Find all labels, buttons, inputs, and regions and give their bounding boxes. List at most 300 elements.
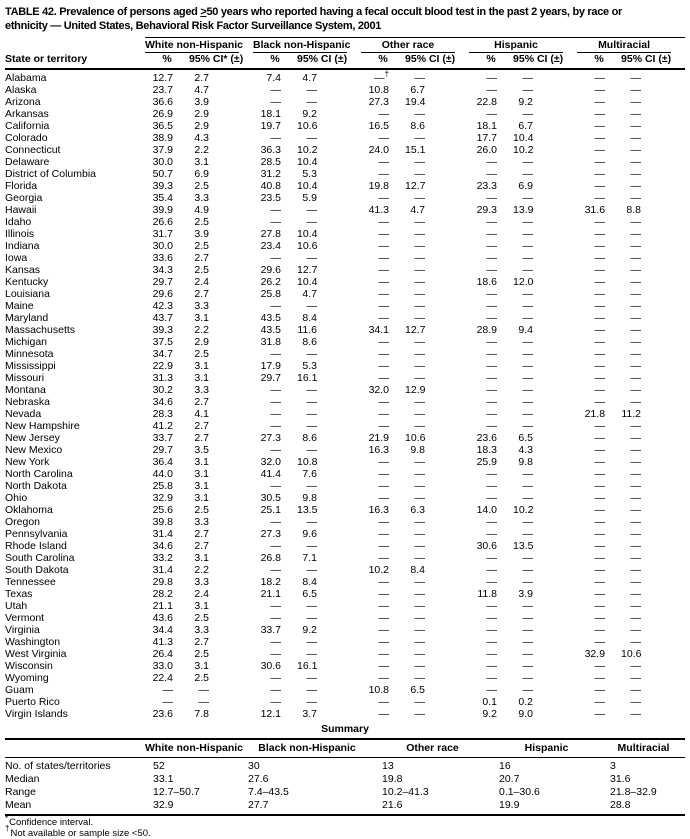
column-gap xyxy=(563,456,577,468)
state-name: Indiana xyxy=(5,240,145,252)
ci-value: 4.7 xyxy=(405,204,455,216)
percent-column-header: % xyxy=(253,53,297,70)
column-gap xyxy=(239,108,253,120)
column-gap xyxy=(239,396,253,408)
ci-value: 3.1 xyxy=(189,492,239,504)
column-gap xyxy=(563,69,577,84)
ci-value: 4.7 xyxy=(297,288,347,300)
ci-value: — xyxy=(297,396,347,408)
pct-value: — xyxy=(469,372,513,384)
ci-value: 3.3 xyxy=(189,384,239,396)
column-gap xyxy=(563,540,577,552)
column-gap xyxy=(239,456,253,468)
column-gap xyxy=(239,516,253,528)
table-row xyxy=(5,348,685,360)
column-gap xyxy=(563,552,577,564)
column-group-hispanic: Hispanic xyxy=(469,38,563,53)
ci-value: 5.3 xyxy=(297,168,347,180)
pct-value: — xyxy=(469,624,513,636)
column-gap xyxy=(347,324,361,336)
column-gap xyxy=(563,324,577,336)
state-name: Michigan xyxy=(5,336,145,348)
state-name: Louisiana xyxy=(5,288,145,300)
column-gap xyxy=(347,636,361,648)
ci-value: — xyxy=(513,108,563,120)
column-gap xyxy=(239,696,253,708)
pct-value: 40.8 xyxy=(253,180,297,192)
ci-value: — xyxy=(405,612,455,624)
dagger-footnote-marker: † xyxy=(5,824,9,833)
pct-value: — xyxy=(253,612,297,624)
pct-value: — xyxy=(469,168,513,180)
column-gap xyxy=(239,132,253,144)
column-gap xyxy=(239,252,253,264)
ci-value: 4.9 xyxy=(189,204,239,216)
pct-value: 26.6 xyxy=(145,216,189,228)
pct-value: 26.9 xyxy=(145,108,189,120)
column-gap xyxy=(563,660,577,672)
summary-value: 32.9 xyxy=(145,799,240,815)
ci-value: — xyxy=(513,216,563,228)
pct-value: — xyxy=(469,348,513,360)
ci-value: 8.4 xyxy=(297,312,347,324)
column-gap xyxy=(671,444,685,456)
column-gap xyxy=(455,84,469,96)
ci-value: — xyxy=(297,564,347,576)
ci-value: — xyxy=(513,468,563,480)
ci-value: — xyxy=(405,552,455,564)
ci-value: — xyxy=(621,360,671,372)
pct-value: 34.4 xyxy=(145,624,189,636)
ci-value: 9.8 xyxy=(297,492,347,504)
pct-value: 23.6 xyxy=(145,708,189,720)
ci-column-header: 95% CI (±) xyxy=(405,53,455,70)
summary-value: 27.6 xyxy=(240,773,374,786)
pct-value: 33.7 xyxy=(145,432,189,444)
column-gap xyxy=(347,264,361,276)
column-gap xyxy=(455,96,469,108)
column-gap xyxy=(347,276,361,288)
pct-value: 7.4 xyxy=(253,69,297,84)
ci-value: 10.6 xyxy=(405,432,455,444)
ci-value: 2.5 xyxy=(189,504,239,516)
ci-value: — xyxy=(297,672,347,684)
column-gap xyxy=(563,672,577,684)
ci-value: 12.0 xyxy=(513,276,563,288)
pct-value: — xyxy=(361,624,405,636)
column-gap xyxy=(671,612,685,624)
column-gap xyxy=(455,168,469,180)
ci-value: 13.9 xyxy=(513,204,563,216)
ci-value: — xyxy=(621,468,671,480)
state-name: North Dakota xyxy=(5,480,145,492)
ci-value: — xyxy=(405,468,455,480)
column-gap xyxy=(671,228,685,240)
ci-value: 2.9 xyxy=(189,336,239,348)
pct-value: — xyxy=(253,252,297,264)
column-gap xyxy=(239,384,253,396)
pct-value: 41.2 xyxy=(145,420,189,432)
summary-value: 12.7–50.7 xyxy=(145,786,240,799)
table-row xyxy=(5,492,685,504)
ci-value: — xyxy=(405,252,455,264)
column-gap xyxy=(455,108,469,120)
ci-value: — xyxy=(513,168,563,180)
pct-value: 25.8 xyxy=(253,288,297,300)
ci-value: — xyxy=(405,336,455,348)
pct-value: — xyxy=(469,108,513,120)
column-gap xyxy=(455,708,469,720)
column-gap xyxy=(347,696,361,708)
column-gap xyxy=(239,648,253,660)
column-gap xyxy=(455,276,469,288)
ci-value: — xyxy=(297,96,347,108)
summary-row xyxy=(5,773,685,786)
pct-value: — xyxy=(577,84,621,96)
pct-value: — xyxy=(469,216,513,228)
column-gap xyxy=(239,528,253,540)
column-gap xyxy=(671,53,685,70)
column-gap xyxy=(455,396,469,408)
summary-value: 3 xyxy=(602,758,685,774)
table-row xyxy=(5,252,685,264)
ci-value: 10.4 xyxy=(513,132,563,144)
table-row xyxy=(5,132,685,144)
summary-value: 30 xyxy=(240,758,374,774)
column-gap xyxy=(239,420,253,432)
ci-value: — xyxy=(513,684,563,696)
pct-value: 39.3 xyxy=(145,324,189,336)
pct-value: — xyxy=(577,240,621,252)
ci-value: 12.7 xyxy=(297,264,347,276)
column-gap xyxy=(455,372,469,384)
ci-value: — xyxy=(405,192,455,204)
column-gap xyxy=(563,228,577,240)
table-row xyxy=(5,456,685,468)
column-gap xyxy=(239,168,253,180)
pct-value: — xyxy=(469,336,513,348)
state-name: Wisconsin xyxy=(5,660,145,672)
pct-value: — xyxy=(577,300,621,312)
ci-value: 2.7 xyxy=(189,528,239,540)
ci-value: 6.7 xyxy=(405,84,455,96)
ci-value: — xyxy=(621,672,671,684)
ci-value: — xyxy=(297,540,347,552)
column-gap xyxy=(563,204,577,216)
pct-value: 28.2 xyxy=(145,588,189,600)
ci-value: 2.5 xyxy=(189,672,239,684)
pct-value: 30.6 xyxy=(253,660,297,672)
summary-value: 16 xyxy=(491,758,602,774)
table-row xyxy=(5,120,685,132)
column-gap xyxy=(347,564,361,576)
state-name: Georgia xyxy=(5,192,145,204)
pct-value: — xyxy=(361,408,405,420)
ci-value: — xyxy=(621,636,671,648)
ci-value: — xyxy=(513,492,563,504)
column-gap xyxy=(671,360,685,372)
asterisk-footnote-marker: * xyxy=(5,814,8,823)
ci-value: 6.9 xyxy=(513,180,563,192)
pct-value: 39.3 xyxy=(145,180,189,192)
pct-value: 41.3 xyxy=(145,636,189,648)
column-gap xyxy=(671,504,685,516)
table-row xyxy=(5,276,685,288)
pct-value: 41.3 xyxy=(361,204,405,216)
column-gap xyxy=(671,576,685,588)
ci-value: — xyxy=(621,396,671,408)
column-gap xyxy=(455,336,469,348)
pct-value: 23.7 xyxy=(145,84,189,96)
pct-value: 19.7 xyxy=(253,120,297,132)
pct-value: — xyxy=(469,480,513,492)
state-name: West Virginia xyxy=(5,648,145,660)
ci-value: — xyxy=(621,372,671,384)
ci-value: 10.6 xyxy=(297,240,347,252)
column-gap xyxy=(239,120,253,132)
pct-value: — xyxy=(577,540,621,552)
state-name: Arizona xyxy=(5,96,145,108)
column-gap xyxy=(563,180,577,192)
state-name: Nebraska xyxy=(5,396,145,408)
ci-value: 2.7 xyxy=(189,252,239,264)
column-gap xyxy=(455,444,469,456)
ci-value: 2.2 xyxy=(189,564,239,576)
pct-value: — xyxy=(361,192,405,204)
ci-value: — xyxy=(405,456,455,468)
summary-row xyxy=(5,799,685,815)
column-gap xyxy=(671,156,685,168)
column-gap xyxy=(239,204,253,216)
ci-value: — xyxy=(297,444,347,456)
greater-equal-symbol: > xyxy=(200,6,206,18)
table-row xyxy=(5,300,685,312)
percent-column-header: % xyxy=(145,53,189,70)
ci-value: 9.8 xyxy=(513,456,563,468)
pct-value: 34.6 xyxy=(145,540,189,552)
pct-value: — xyxy=(361,264,405,276)
pct-value: — xyxy=(469,576,513,588)
ci-value: — xyxy=(189,684,239,696)
ci-value: — xyxy=(513,84,563,96)
pct-value: 18.6 xyxy=(469,276,513,288)
ci-value: — xyxy=(621,576,671,588)
pct-value: — xyxy=(253,696,297,708)
pct-value: — xyxy=(361,348,405,360)
table-row xyxy=(5,336,685,348)
column-gap xyxy=(347,192,361,204)
column-gap xyxy=(239,468,253,480)
pct-value: — xyxy=(253,132,297,144)
column-gap xyxy=(563,288,577,300)
pct-value: 28.9 xyxy=(469,324,513,336)
pct-value: 21.1 xyxy=(253,588,297,600)
column-gap xyxy=(455,53,469,70)
state-name: New York xyxy=(5,456,145,468)
title-line1-prefix: TABLE 42. Prevalence of persons aged xyxy=(5,6,200,18)
pct-value: — xyxy=(253,300,297,312)
pct-value: — xyxy=(577,180,621,192)
pct-value: — xyxy=(253,216,297,228)
column-gap xyxy=(347,444,361,456)
state-name: Washington xyxy=(5,636,145,648)
column-gap xyxy=(671,372,685,384)
column-gap xyxy=(671,624,685,636)
table-row xyxy=(5,600,685,612)
column-gap xyxy=(347,708,361,720)
pct-value: 21.1 xyxy=(145,600,189,612)
state-name: District of Columbia xyxy=(5,168,145,180)
pct-value: — xyxy=(577,360,621,372)
ci-value: — xyxy=(621,264,671,276)
ci-value: — xyxy=(621,684,671,696)
pct-value: — xyxy=(577,480,621,492)
pct-value: — xyxy=(577,564,621,576)
summary-value: 7.4–43.5 xyxy=(240,786,374,799)
column-gap xyxy=(347,660,361,672)
column-gap xyxy=(239,612,253,624)
ci-value: — xyxy=(405,240,455,252)
column-gap xyxy=(347,360,361,372)
column-gap xyxy=(671,564,685,576)
footnotes xyxy=(5,818,685,839)
column-gap xyxy=(563,216,577,228)
column-gap xyxy=(347,540,361,552)
pct-value: — xyxy=(469,420,513,432)
pct-value: — xyxy=(253,480,297,492)
column-gap xyxy=(563,96,577,108)
summary-header-row xyxy=(5,739,685,758)
pct-value: 25.1 xyxy=(253,504,297,516)
percent-column-header: % xyxy=(469,53,513,70)
column-gap xyxy=(347,120,361,132)
pct-value: 29.6 xyxy=(145,288,189,300)
state-name: Massachusetts xyxy=(5,324,145,336)
ci-value: — xyxy=(621,312,671,324)
column-gap xyxy=(671,456,685,468)
ci-value: 6.7 xyxy=(513,120,563,132)
pct-value: — xyxy=(361,216,405,228)
column-gap xyxy=(455,504,469,516)
state-name: New Mexico xyxy=(5,444,145,456)
ci-value: — xyxy=(405,396,455,408)
column-gap xyxy=(671,588,685,600)
column-gap xyxy=(347,432,361,444)
ci-value: — xyxy=(297,636,347,648)
pct-value: — xyxy=(253,648,297,660)
column-gap xyxy=(563,696,577,708)
column-gap xyxy=(239,672,253,684)
column-gap xyxy=(455,69,469,84)
ci-value: 2.5 xyxy=(189,216,239,228)
state-name: Virgin Islands xyxy=(5,708,145,720)
column-gap xyxy=(347,612,361,624)
pct-value: 27.3 xyxy=(253,528,297,540)
pct-value: — xyxy=(145,696,189,708)
ci-value: — xyxy=(621,564,671,576)
pct-value: 32.0 xyxy=(361,384,405,396)
column-gap xyxy=(455,612,469,624)
pct-value: — xyxy=(577,228,621,240)
summary-value: 52 xyxy=(145,758,240,774)
pct-value: — xyxy=(577,348,621,360)
ci-value: — xyxy=(297,204,347,216)
column-gap xyxy=(347,132,361,144)
ci-value: — xyxy=(405,108,455,120)
ci-value: — xyxy=(405,576,455,588)
table-row xyxy=(5,480,685,492)
table-row xyxy=(5,360,685,372)
ci-value: — xyxy=(513,312,563,324)
pct-value: 27.8 xyxy=(253,228,297,240)
pct-value: 37.5 xyxy=(145,336,189,348)
percent-column-header: % xyxy=(577,53,621,70)
ci-value: 12.9 xyxy=(405,384,455,396)
ci-value: — xyxy=(621,240,671,252)
column-gap xyxy=(671,38,685,53)
pct-value: — xyxy=(577,288,621,300)
column-gap xyxy=(239,324,253,336)
ci-value: 3.3 xyxy=(189,300,239,312)
column-gap xyxy=(671,180,685,192)
ci-value: — xyxy=(297,612,347,624)
column-gap xyxy=(563,144,577,156)
column-gap xyxy=(455,264,469,276)
table-row xyxy=(5,624,685,636)
column-gap xyxy=(347,588,361,600)
pct-value: — xyxy=(361,612,405,624)
ci-value: — xyxy=(297,696,347,708)
column-gap xyxy=(239,504,253,516)
column-gap xyxy=(563,432,577,444)
state-name: New Hampshire xyxy=(5,420,145,432)
column-gap xyxy=(671,324,685,336)
column-gap xyxy=(455,528,469,540)
ci-value: 2.5 xyxy=(189,240,239,252)
pct-value: — xyxy=(361,372,405,384)
ci-value: — xyxy=(621,420,671,432)
column-gap xyxy=(671,276,685,288)
pct-value: 31.7 xyxy=(145,228,189,240)
table-row xyxy=(5,708,685,720)
pct-value: 22.9 xyxy=(145,360,189,372)
pct-value: — xyxy=(361,420,405,432)
pct-value: 43.6 xyxy=(145,612,189,624)
ci-value: — xyxy=(405,288,455,300)
ci-value: — xyxy=(621,336,671,348)
column-gap xyxy=(347,300,361,312)
column-gap xyxy=(455,312,469,324)
state-name: Florida xyxy=(5,180,145,192)
column-gap xyxy=(239,552,253,564)
ci-value: — xyxy=(405,588,455,600)
ci-value: 4.7 xyxy=(297,69,347,84)
pct-value: — xyxy=(577,600,621,612)
ci-value: 15.1 xyxy=(405,144,455,156)
subheader-row xyxy=(5,53,685,70)
ci-value: — xyxy=(621,696,671,708)
state-name: Maryland xyxy=(5,312,145,324)
column-gap xyxy=(671,636,685,648)
pct-value: — xyxy=(469,612,513,624)
column-gap xyxy=(455,432,469,444)
ci-column-header: 95% CI (±) xyxy=(621,53,671,70)
ci-value: — xyxy=(621,108,671,120)
ci-value: — xyxy=(621,120,671,132)
summary-value: 0.1–30.6 xyxy=(491,786,602,799)
table-row xyxy=(5,696,685,708)
column-gap xyxy=(347,69,361,84)
